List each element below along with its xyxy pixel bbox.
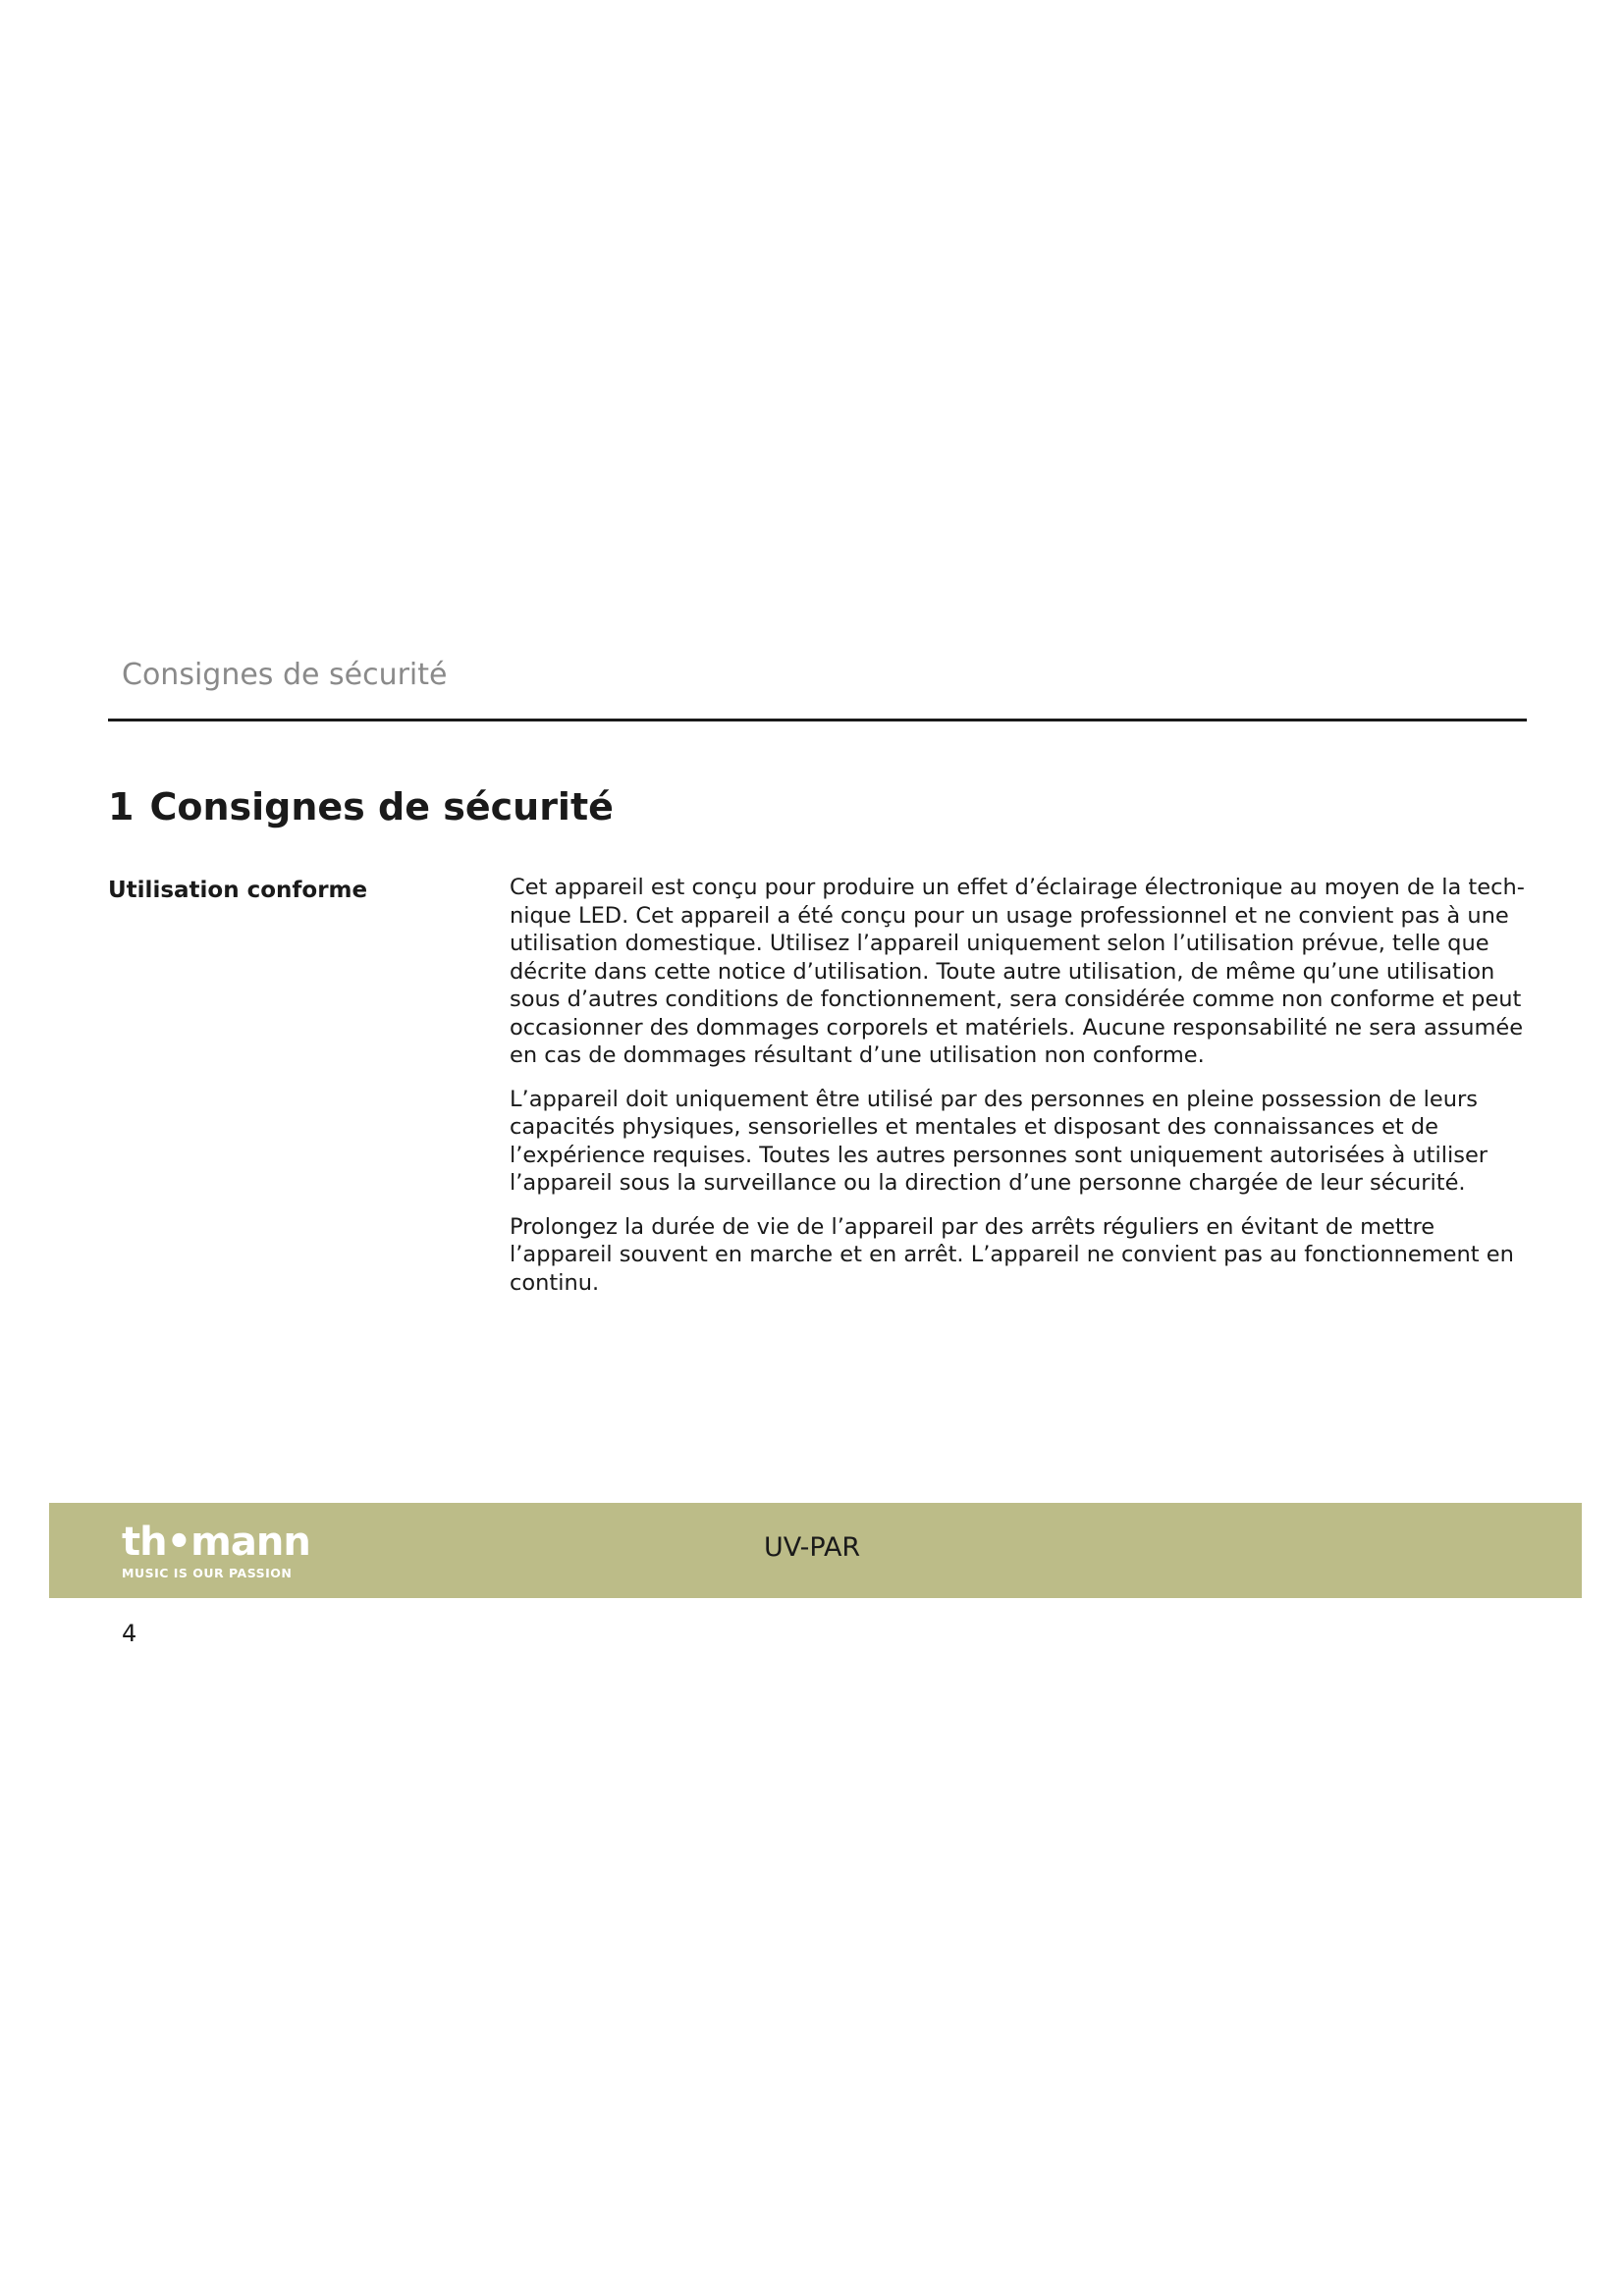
header-divider (108, 719, 1527, 721)
footer-band (49, 1503, 1582, 1598)
paragraph-device-lifetime: Prolongez la durée de vie de l’appareil par des arrêts réguliers en évitant de mettre l’appareil souvent en marche et en arrêt. L’appareil ne convient pas au fonctionnement en continu. (510, 1213, 1514, 1296)
chapter-number: 1 (108, 785, 135, 828)
paragraph-intended-use: Cet appareil est conçu pour produire un effet d’éclairage électronique au moyen de la technique LED. Cet appareil a été conçu pour un usage professionnel et ne convient pas à une utilisation domestique. Utilisez l’appareil uniquement selon l’utilisation prévue, telle que décrite dans cette notice d’utilisation. Toute autre utilisation, de même qu’une utilisation sous d’autres conditions de fonctionnement, sera considérée comme non conforme et peut occasionner des dommages corporels et matériels. Aucune responsabilité ne sera assumée en cas de dommages résultant d’une utilisation non conforme. (510, 875, 1525, 1068)
running-header: Consignes de sécurité (122, 658, 448, 692)
logo-tagline: MUSIC IS OUR PASSION (122, 1566, 293, 1580)
chapter-title-text: Consignes de sécurité (149, 785, 614, 828)
thomann-logo (122, 1522, 310, 1580)
page-number: 4 (122, 1620, 137, 1647)
section-label: Utilisation conforme (108, 878, 368, 903)
model-name: UV-PAR (764, 1532, 861, 1563)
chapter-title (108, 785, 614, 828)
logo-wordmark: th•mann (122, 1520, 310, 1565)
paragraph-qualified-persons: L’appareil doit uniquement être utilisé par des personnes en pleine possession de leurs capacités physiques, sensorielles et mentales et disposant des connaissances et de l’expérience requises. Toutes les autres personnes sont uniquement autorisées à utiliser l’appareil sous la surveillance ou la direction d’une personne chargée de leur sécurité. (510, 1086, 1489, 1196)
section-body (510, 874, 1531, 1312)
